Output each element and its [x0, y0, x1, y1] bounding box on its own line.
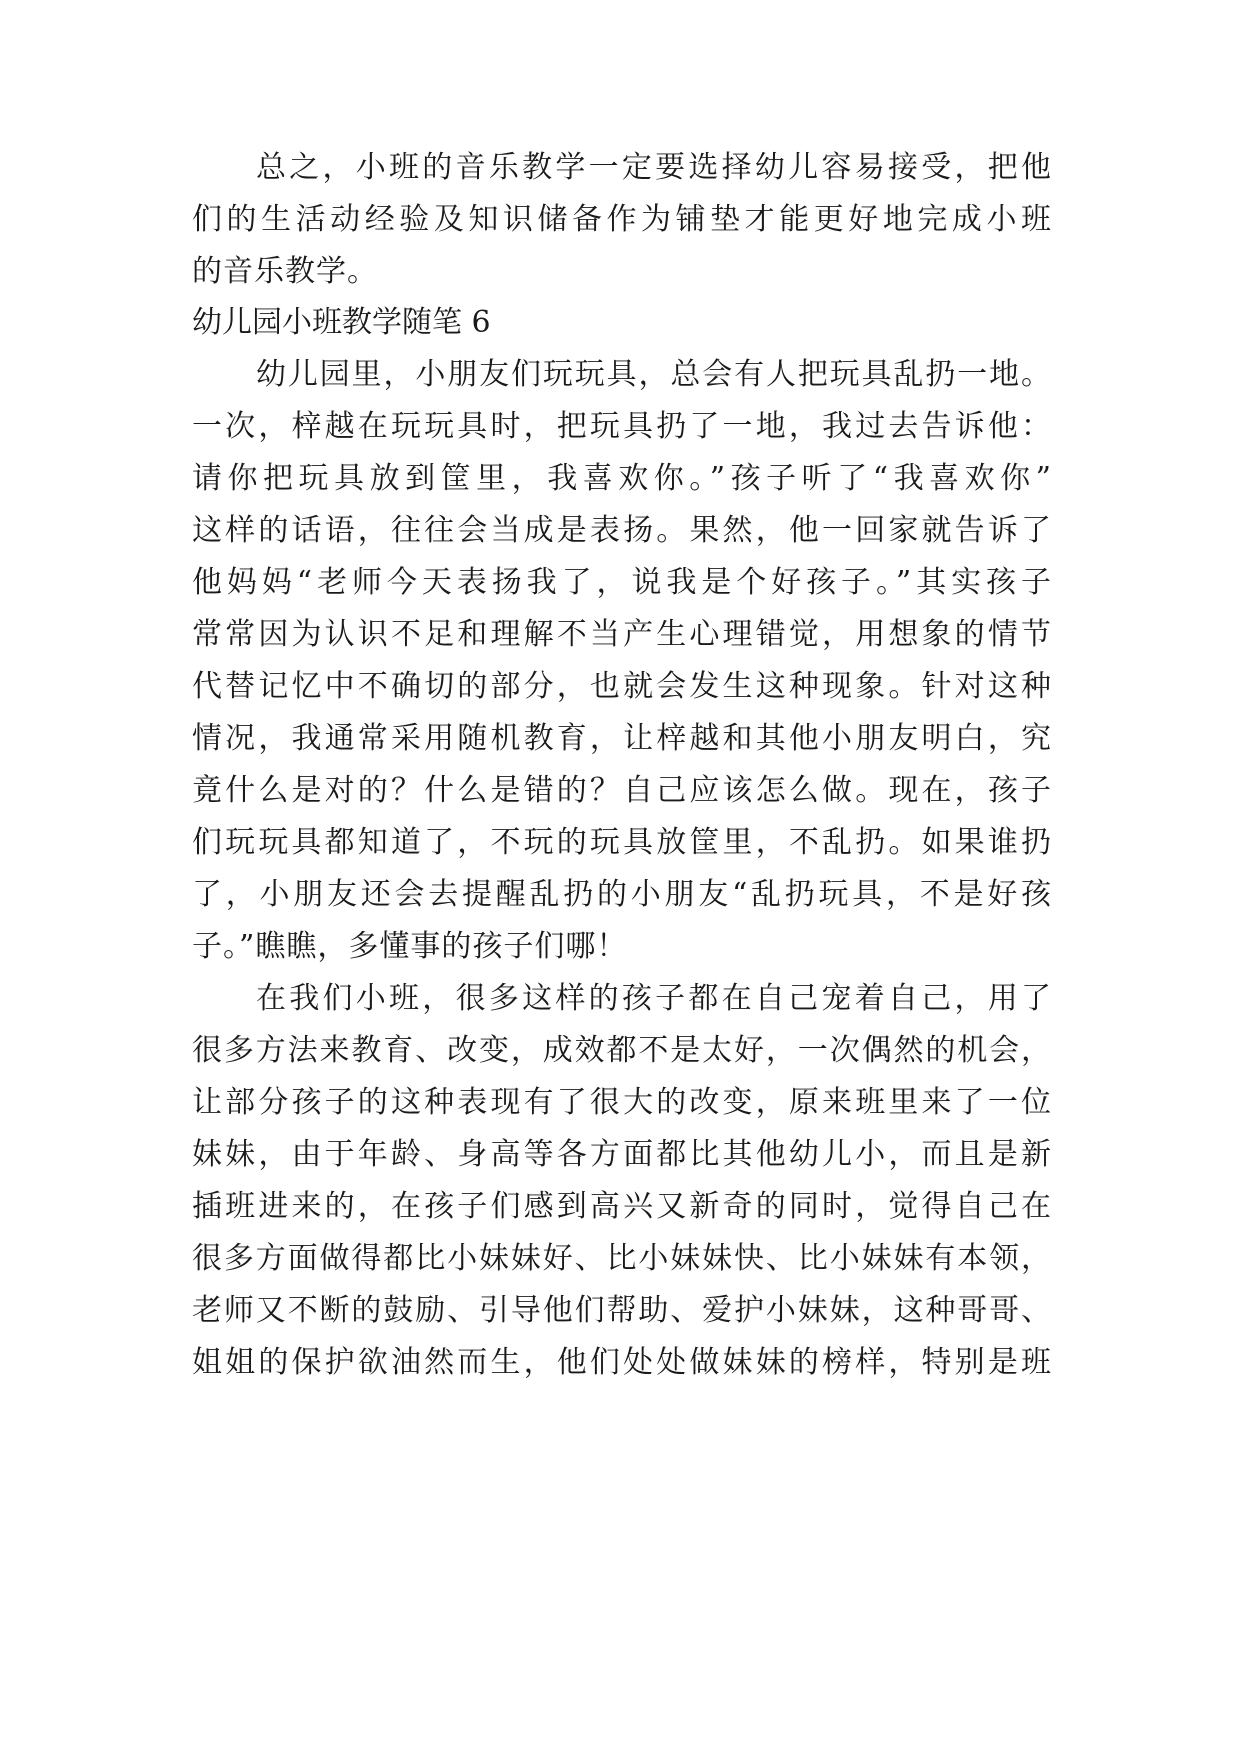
paragraph-2-line-4: 这样的话语，往往会当成是表扬。果然，他一回家就告诉了 [192, 513, 1052, 548]
paragraph-1-line-1: 总之，小班的音乐教学一定要选择幼儿容易接受，把他 [256, 150, 1052, 185]
paragraph-1-line-2: 们的生活动经验及知识储备作为铺垫才能更好地完成小班 [192, 202, 1052, 237]
paragraph-2-line-12: 子。”瞧瞧，多懂事的孩子们哪！ [192, 929, 628, 964]
paragraph-2-line-7: 代替记忆中不确切的部分，也就会发生这种现象。针对这种 [192, 669, 1052, 704]
paragraph-1-line-3: 的音乐教学。 [192, 254, 378, 289]
section-heading: 幼儿园小班教学随笔 6 [192, 305, 491, 340]
paragraph-2-line-6: 常常因为认识不足和理解不当产生心理错觉，用想象的情节 [192, 617, 1052, 652]
paragraph-3-line-5: 插班进来的，在孩子们感到高兴又新奇的同时，觉得自己在 [192, 1189, 1052, 1224]
paragraph-2-line-9: 竟什么是对的？什么是错的？自己应该怎么做。现在，孩子 [192, 773, 1052, 808]
paragraph-3-line-3: 让部分孩子的这种表现有了很大的改变，原来班里来了一位 [192, 1085, 1052, 1120]
paragraph-2-line-3: 请你把玩具放到筐里，我喜欢你。”孩子听了“我喜欢你” [192, 461, 1052, 496]
paragraph-2-line-8: 情况，我通常采用随机教育，让梓越和其他小朋友明白，究 [192, 721, 1052, 756]
paragraph-3-line-7: 老师又不断的鼓励、引导他们帮助、爱护小妹妹，这种哥哥、 [192, 1293, 1052, 1328]
paragraph-2-line-10: 们玩玩具都知道了，不玩的玩具放筐里，不乱扔。如果谁扔 [192, 825, 1052, 860]
paragraph-3-line-6: 很多方面做得都比小妹妹好、比小妹妹快、比小妹妹有本领， [192, 1241, 1052, 1276]
paragraph-2-line-5: 他妈妈“老师今天表扬我了，说我是个好孩子。”其实孩子 [192, 565, 1052, 600]
paragraph-2-line-11: 了，小朋友还会去提醒乱扔的小朋友“乱扔玩具，不是好孩 [192, 877, 1052, 912]
paragraph-3-line-4: 妹妹，由于年龄、身高等各方面都比其他幼儿小，而且是新 [192, 1137, 1052, 1172]
paragraph-2-line-2: 一次，梓越在玩玩具时，把玩具扔了一地，我过去告诉他： [192, 409, 1052, 444]
paragraph-3-line-2: 很多方法来教育、改变，成效都不是太好，一次偶然的机会， [192, 1033, 1052, 1068]
paragraph-3-line-1: 在我们小班，很多这样的孩子都在自己宠着自己，用了 [256, 981, 1052, 1016]
paragraph-3-line-8: 姐姐的保护欲油然而生，他们处处做妹妹的榜样，特别是班 [192, 1345, 1052, 1380]
paragraph-2-line-1: 幼儿园里，小朋友们玩玩具，总会有人把玩具乱扔一地。 [256, 357, 1052, 392]
